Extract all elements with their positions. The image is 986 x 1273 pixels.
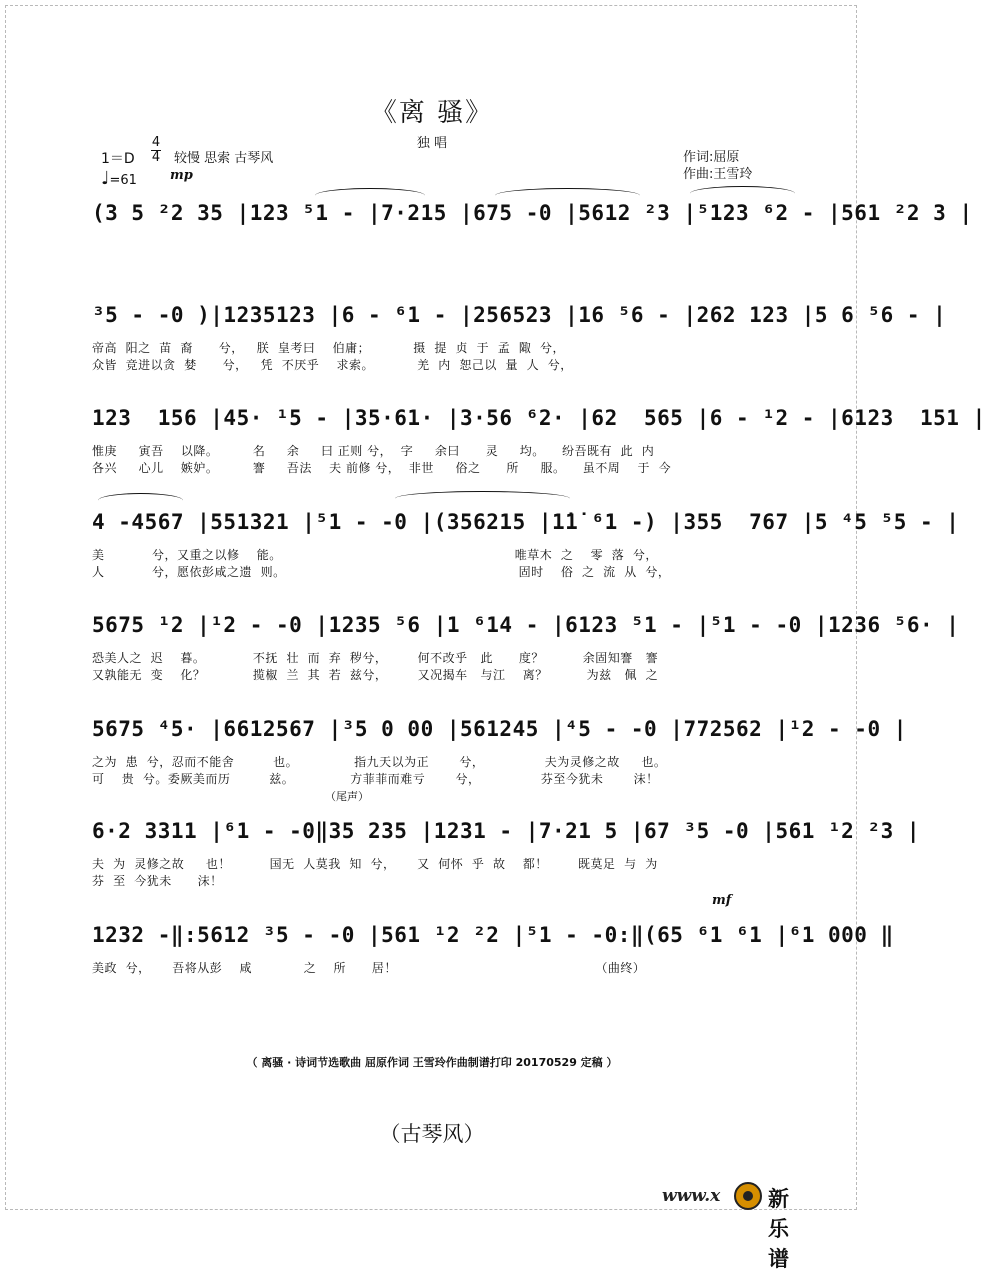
lyrics-verse-1: 恐美人之 迟 暮。 不抚 壮 而 弃 秽兮， 何不改乎 此 度？ 余固知謇 謇: [92, 651, 659, 665]
lyrics-verse-2: 可 贵 兮。委厥美而历 兹。 方菲菲而难亏 兮， 芬至今犹未 沫！: [92, 772, 659, 786]
metronome-mark: [101, 168, 137, 189]
lyricist-credit: 作词:屈原: [683, 150, 740, 165]
lyrics-verse-1: 之为 患 兮，忍而不能舍 也。 指九天以为正 兮， 夫为灵修之故 也。: [92, 755, 667, 769]
notation-text: 5675 ⁴5· |6612567 |³5 0 00 |561245 |⁴5 - -0 |772562 |¹2 - -0 |: [92, 717, 907, 741]
record-logo-icon: [734, 1182, 762, 1210]
tempo-expression: 较慢 思索 古琴风: [174, 151, 274, 166]
notation-text: 4 -4567 |551321 |⁵1 - -0 |(356215 |1̇1̇ ⁶1 -) |355 767 |5 ⁴5 ⁵5 - |: [92, 510, 960, 534]
notation-line: [0, 188, 973, 238]
lyrics-verse-2: 又孰能无 变 化？ 揽椒 兰 其 若 兹兮， 又况揭车 与江 离？ 为兹 佩 之: [92, 668, 659, 682]
song-title: 《离 骚》: [370, 98, 494, 128]
lyrics-verse-1: 惟庚 寅吾 以降。 名 余 曰 正则 兮， 字 余曰 灵 均。 纷吾既有 此 内: [92, 444, 655, 458]
notation-text: 5675 ¹2 |¹2 - -0 |1235 ⁵6 |1 ⁶14 - |6123 ⁵1 - |⁵1 - -0 |1236 ⁵6· |: [92, 613, 960, 637]
time-signature-top: 4: [151, 135, 161, 150]
notation-text: 1232 -‖:5612 ³5 - -0 |561 ¹2 ²2 |⁵1 - -0:‖(65 ⁶1 ⁶1 |⁶1 000 ‖: [92, 923, 894, 947]
notation-text: 123 156 |45· ¹5 - |35·61· |3·56 ⁶2· |62 565 |6 - ¹2 - |6123 151 |: [92, 406, 986, 430]
notation-line: [0, 290, 947, 340]
notation-line: [0, 704, 907, 754]
lyrics-verse-2: 众皆 竞进以贪 婪 兮， 凭 不厌乎 求索。 羌 内 恕己以 量 人 兮，: [92, 358, 573, 372]
lyrics-verse-2: 人 兮，愿依彭咸之遗 则。 固时 俗 之 流 从 兮，: [92, 565, 671, 579]
coda-label: （尾声）: [325, 790, 369, 803]
performance-type: 独 唱: [416, 136, 448, 151]
metronome-value: =61: [109, 173, 137, 188]
lyrics-verse-1: 帝高 阳之 苗 裔 兮， 朕 皇考曰 伯庸； 摄 提 贞 于 孟 陬 兮，: [92, 341, 566, 355]
composer-credit: 作曲:王雪玲: [683, 167, 753, 182]
watermark-name: 新乐谱: [768, 1187, 789, 1271]
notation-text: 6·2 3311 |⁶1 - -0‖35 235 |1231 - |7·21 5 |67 ³5 -0 |561 ¹2 ²3 |: [92, 819, 921, 843]
time-signature: [151, 136, 161, 165]
notation-text: ³5 - -0 )|1235123 |6 - ⁶1 - |256523 |16 ⁵6 - |262 123 |5 6 ⁵6 - |: [92, 303, 947, 327]
notation-line: [0, 910, 894, 960]
notation-line: [0, 600, 960, 650]
footer-note: （ 离骚 · 诗词节选歌曲 屈原作词 王雪玲作曲制谱打印 20170529 定稿 ）: [246, 1056, 618, 1069]
lyrics-verse-1: 夫 为 灵修之故 也！ 国无 人莫我 知 兮， 又 何怀 乎 故 都！ 既莫足 与 为: [92, 857, 658, 871]
lyrics-verse-2: 芬 至 今犹未 沫！: [92, 874, 223, 888]
notation-line: [0, 497, 960, 547]
notation-line: [0, 806, 921, 856]
style-tag: （古琴风）: [379, 1122, 485, 1146]
dynamic-mf: mf: [712, 893, 732, 908]
lyrics-verse-1: 美政 兮， 吾将从彭 咸 之 所 居！ （曲终）: [92, 961, 646, 975]
watermark-url: www.x: [662, 1186, 721, 1206]
time-signature-bottom: 4: [151, 150, 161, 165]
notation-text: (3 5 ²2 35 |123 ⁵1 - |7·215 |675 -0 |5612 ²3 |⁵123 ⁶2 - |561 ²2 3 |: [92, 201, 973, 225]
notation-line: [0, 393, 986, 443]
dynamic-mp: mp: [170, 168, 193, 183]
lyrics-verse-2: 各兴 心儿 嫉妒。 謇 吾法 夫 前修 兮， 非世 俗之 所 服。 虽不周 于 今: [92, 461, 672, 475]
quarter-note-icon: ♩: [101, 168, 110, 189]
key-signature: 1＝D: [101, 151, 135, 167]
lyrics-verse-1: 美 兮，又重之以修 能。 唯草木 之 零 落 兮，: [92, 548, 658, 562]
